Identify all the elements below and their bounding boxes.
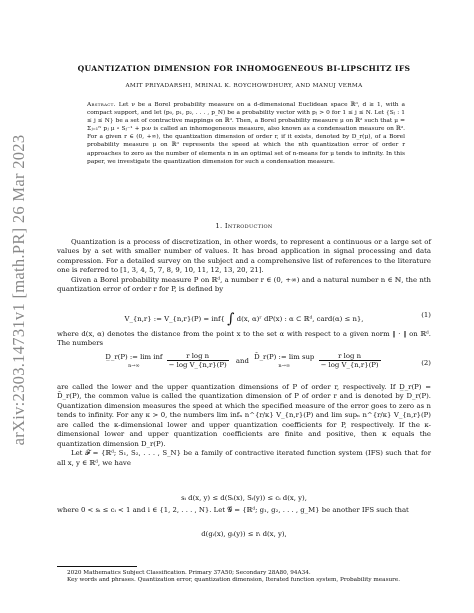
abstract-text: Let ν be a Borel probability measure on a d-dimensional Euclidean space ℝᵈ, d ≥ 1, with a compact support, and let (p₀, p₁, p₂, . . . , p_N) be a probability vector with pⱼ > 0 for 1 ≤ j ≤ N. Let {Sⱼ : 1 ≤ j ≤ N} be a set of contractive mappings on ℝᵈ. Then, a Borel probability measure μ on ℝᵈ such that μ = Σⱼ₌₁ᴺ pⱼ μ ∘ Sⱼ⁻¹ + p₀ν is called an inhomogeneous measure, also known as a condensation measure on ℝᵈ. For a given r ∈ (0, +∞), the quantization dimension of order r, if it exists, denoted by D_r(μ), of a Borel probability measure μ on ℝᵈ represents the speed at which the nth quantization error of order r approaches to zero as the number of elements n in an optimal set of n-means for μ tends to infinity. In this paper, we investigate the quantization dimension for such a condensation measure. (87, 102, 405, 165)
eq2-number: (2) (421, 359, 431, 367)
equation-3 (57, 494, 431, 504)
section-heading: 1. Introduction (215, 222, 273, 230)
paragraph-5: Let 𝓕 = {ℝᵈ; S₁, S₂, . . . , S_N} be a family of contractive iterated function system (IFS) such that for all x, y ∈ ℝᵈ, we have (57, 449, 431, 467)
paragraph-3: where d(x, α) denotes the distance from the point x to the set α with respect to a given norm ‖ · ‖ on ℝᵈ. The numbers (57, 330, 431, 348)
eq2-upper-denominator: − log V_{n,r}(P) (320, 361, 379, 369)
body-block-4 (57, 506, 431, 515)
abstract (87, 101, 405, 166)
eq4-text: d(gᵢ(x), gᵢ(y)) ≤ rᵢ d(x, y), (201, 530, 287, 538)
eq2-upper-sub: n→∞ (278, 362, 290, 369)
body-block-3 (57, 383, 431, 468)
paragraph-1: Quantization is a process of discretization, in other words, to represent a continuous or a large set of values by a set with smaller number of values. It has broad application in signal processing and data compression. For a detailed survey on the subject and a comprehensive list of references to the literature one is referred to [1, 3, 4, 5, 7, 8, 9, 10, 11, 12, 13, 20, 21]. (57, 238, 431, 275)
paragraph-4: are called the lower and the upper quantization dimensions of P of order r, respectively. If D̲_r(P) = D̄_r(P), the common value is called the quantization dimension of P of order r and is denoted by D_r(P). Quantization dimension measures the speed at which the specified measure of the error goes to zero as n tends to infinity. For any κ > 0, the numbers lim infₙ n^{r/κ} V_{n,r}(P) and lim supₙ n^{r/κ} V_{n,r}(P) are called the κ-dimensional lower and upper quantization coefficients for P, respectively. If the κ-dimensional lower and upper quantization coefficients are finite and positive, then κ equals the quantization dimension D_r(P). (57, 383, 431, 448)
paper-title: QUANTIZATION DIMENSION FOR INHOMOGENEOUS BI-LIPSCHITZ IFS (77, 64, 411, 73)
equation-4 (57, 530, 431, 540)
eq2-lower-lhs: D̲_r(P) := lim inf (105, 352, 163, 361)
paper-authors: AMIT PRIYADARSHI, MRINAL K. ROYCHOWDHURY, AND MANUJ VERMA (125, 83, 363, 89)
paragraph-2: Given a Borel probability measure P on ℝᵈ, a number r ∈ (0, +∞) and a natural number n ∈ ℕ, the nth quantization error of order r for P, is defined by (57, 275, 431, 294)
equation-2 (57, 352, 431, 378)
footnote-keywords: Key words and phrases. Quantization error, quantization dimension, Iterated function system, Probability measure. (67, 577, 401, 584)
eq3-text: sᵢ d(x, y) ≤ d(Sᵢ(x), Sᵢ(y)) ≤ cᵢ d(x, y), (181, 494, 307, 502)
equation-1 (57, 309, 431, 327)
footnote-msc: 2020 Mathematics Subject Classification. Primary 37A50; Secondary 28A80, 94A34. (67, 570, 311, 576)
eq2-lower-fraction (167, 352, 229, 369)
footnote-rule (57, 566, 137, 567)
paragraph-6: where 0 < sᵢ ≤ cᵢ < 1 and i ∈ {1, 2, . . . , N}. Let 𝓖 = {ℝᵈ; g₁, g₂, . . . , g_M} be another IFS such that (57, 506, 409, 514)
eq2-upper-numerator: r log n (319, 352, 381, 361)
eq2-upper-fraction (319, 352, 381, 369)
eq2-upper-lhs: D̄_r(P) := lim sup (254, 352, 315, 361)
arxiv-stamp: arXiv:2303.14731v1 [math.PR] 26 Mar 2023 (9, 134, 28, 446)
eq2-lower-numerator: r log n (167, 352, 229, 361)
eq1-rhs: d(x, α)ʳ dP(x) : α ⊂ ℝᵈ, card(α) ≤ n}, (236, 315, 364, 323)
body-block-1 (57, 238, 431, 295)
eq1-lhs: V_{n,r} := V_{n,r}(P) = inf{ (124, 315, 225, 323)
eq2-lower-denominator: − log V_{n,r}(P) (168, 361, 227, 369)
footnotes (57, 570, 431, 584)
eq1-number: (1) (421, 311, 431, 319)
eq1-integral: ∫ (227, 311, 235, 327)
eq2-and: and (235, 356, 249, 365)
abstract-label: Abstract. (87, 102, 116, 108)
body-block-2 (57, 330, 431, 349)
eq2-lower-sub: n→∞ (128, 362, 140, 369)
